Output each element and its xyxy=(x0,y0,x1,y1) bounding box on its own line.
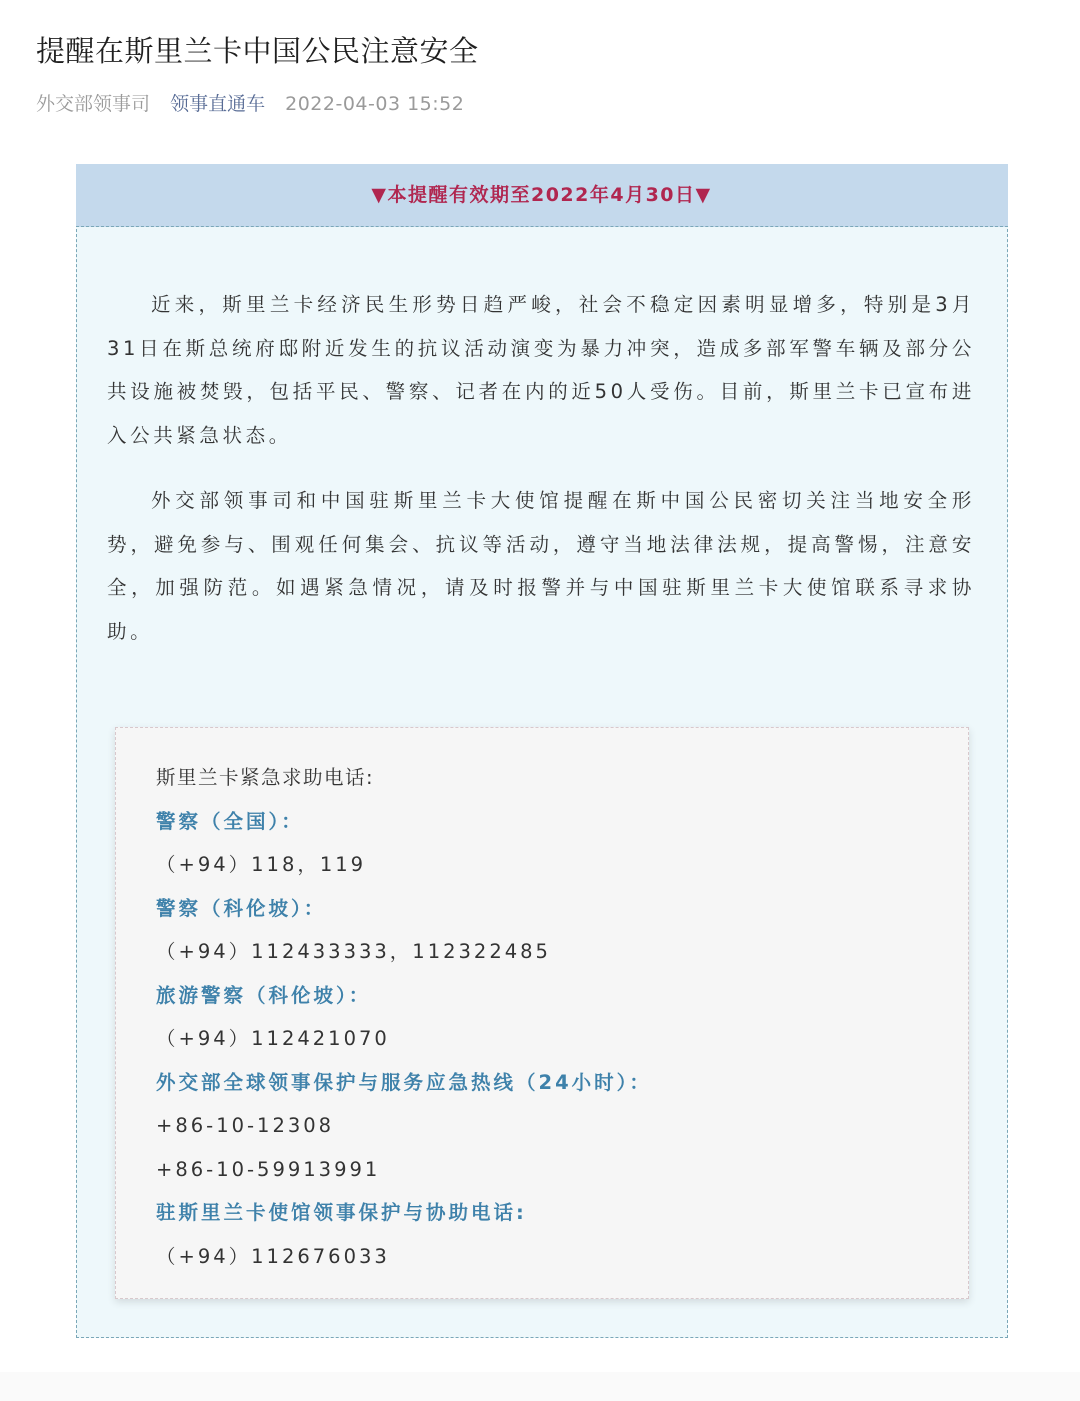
mfa-hotline-number: +86-10-59913991 xyxy=(156,1157,381,1181)
article-meta xyxy=(36,88,464,120)
emergency-contacts-list xyxy=(156,756,652,1278)
police-colombo-number: （+94）112433333，112322485 xyxy=(156,940,551,963)
embassy-number: （+94）112676033 xyxy=(156,1244,390,1268)
police-national-label: 警察（全国）： xyxy=(156,809,304,833)
validity-banner: ▼本提醒有效期至2022年4月30日▼ xyxy=(76,164,1008,227)
notice-paragraph-situation: 近来，斯里兰卡经济民生形势日趋严峻，社会不稳定因素明显增多，特别是3月31日在斯总统府邸附近发生的抗议活动演变为暴力冲突，造成多部军警车辆及部分公共设施被焚毁，包括平民、警察、记者在内的近50人受伤。目前，斯里兰卡已宣布进入公共紧急状态。 xyxy=(107,293,975,447)
publish-date: 2022-04-03 15:52 xyxy=(285,93,465,115)
police-national-number: （+94）118，119 xyxy=(156,853,367,876)
mfa-hotline-number: +86-10-12308 xyxy=(156,1114,335,1137)
page-bottom-edge xyxy=(0,1372,1080,1401)
account-link[interactable]: 领事直通车 xyxy=(170,93,266,115)
mfa-hotline-label: 外交部全球领事保护与服务应急热线（24小时）： xyxy=(156,1070,652,1094)
notice-card xyxy=(76,164,1008,1338)
article-title: 提醒在斯里兰卡中国公民注意安全 xyxy=(36,34,479,68)
author-name: 外交部领事司 xyxy=(36,93,151,115)
tourist-police-number: （+94）112421070 xyxy=(156,1027,390,1050)
police-colombo-label: 警察（科伦坡）： xyxy=(156,896,327,920)
contacts-heading: 斯里兰卡紧急求助电话: xyxy=(156,766,375,789)
notice-paragraph-advice: 外交部领事司和中国驻斯里兰卡大使馆提醒在斯中国公民密切关注当地安全形势，避免参与、围观任何集会、抗议等活动，遵守当地法律法规，提高警惕，注意安全，加强防范。如遇紧急情况，请及时报警并与中国驻斯里兰卡大使馆联系寻求协助。 xyxy=(107,489,975,643)
tourist-police-label: 旅游警察（科伦坡）： xyxy=(156,983,372,1007)
embassy-label: 驻斯里兰卡使馆领事保护与协助电话: xyxy=(156,1201,527,1224)
emergency-contacts-box xyxy=(115,727,969,1299)
